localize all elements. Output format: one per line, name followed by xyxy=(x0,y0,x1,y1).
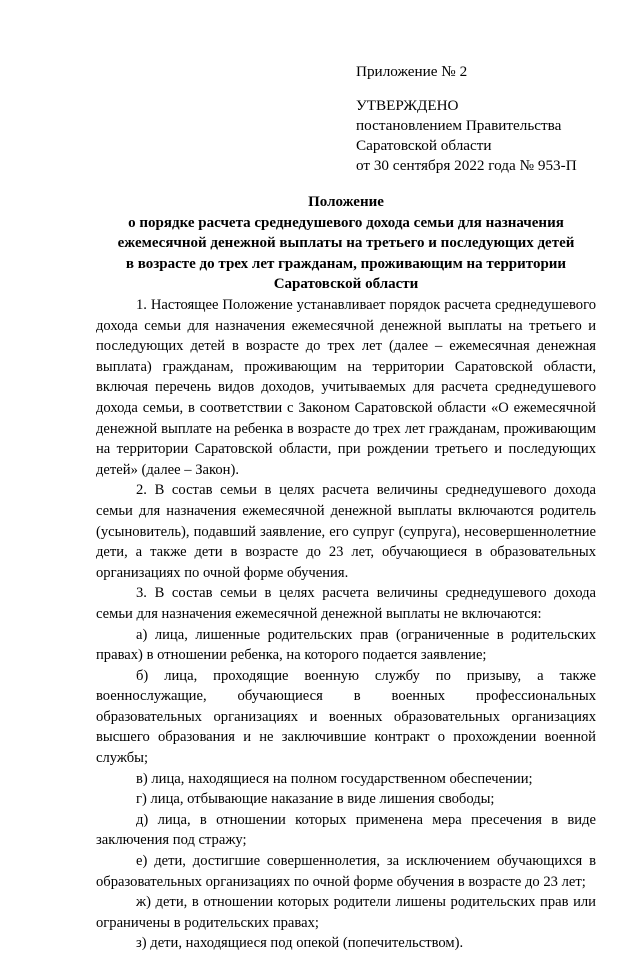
list-item-a: а) лица, лишенные родительских прав (ограниченные в родительских правах) в отношении ребенка, на которого подается заявление; xyxy=(96,626,596,664)
approval-line-1: постановлением Правительства xyxy=(356,117,562,134)
title-line-1: Положение xyxy=(308,194,384,210)
list-item-g: г) лица, отбывающие наказание в виде лишения свободы; xyxy=(136,791,495,808)
appendix-number: Приложение № 2 xyxy=(356,63,468,80)
list-item-d: д) лица, в отношении которых применена мера пресечения в виде заключения под стражу; xyxy=(96,811,596,849)
title-line-5: Саратовской области xyxy=(273,276,419,292)
paragraph-2: 2. В состав семьи в целях расчета величины среднедушевого дохода семьи для назначения ежемесячной денежной выплаты включаются родитель (усыновитель), подавший заявление, его супруг (супруга), несовершеннолетние дети, а также дети в возрасте до 23 лет, обучающиеся в образовательных организациях по очной форме обучения. xyxy=(96,482,596,581)
document-title xyxy=(96,192,596,295)
appendix-header xyxy=(356,62,626,176)
list-item-b: б) лица, проходящие военную службу по призыву, а также военнослужащие, обучающиеся в военных профессиональных образовательных организациях и военных образовательных организациях высшего образования и не заключившие контракт о прохождении военной службы; xyxy=(96,667,596,767)
paragraph-1: 1. Настоящее Положение устанавливает порядок расчета среднедушевого дохода семьи для назначения ежемесячной денежной выплаты на третьего и последующих детей в возрасте до трех лет (далее – ежемесячная денежная выплата) гражданам, проживающим на территории Саратовской области, включая перечень видов доходов, учитываемых для расчета среднедушевого дохода семьи, в соответствии с Законом Саратовской области «О ежемесячной денежной выплате на ребенка в возрасте до трех лет гражданам, проживающим на территории Саратовской области, при рождении третьего и последующих детей» (далее – Закон). xyxy=(96,297,596,478)
approval-line-3: от 30 сентября 2022 года № 953-П xyxy=(356,157,577,174)
title-line-4: в возрасте до трех лет гражданам, проживающим на территории xyxy=(125,255,567,272)
document-body xyxy=(96,295,596,954)
paragraph-3: 3. В состав семьи в целях расчета величины среднедушевого дохода семьи для назначения ежемесячной денежной выплаты не включаются: xyxy=(96,585,596,622)
list-item-zh: ж) дети, в отношении которых родители лишены родительских прав или ограничены в родительских правах; xyxy=(96,894,596,931)
approval-line-2: Саратовской области xyxy=(356,137,492,154)
approved-stamp-label: УТВЕРЖДЕНО xyxy=(356,97,459,114)
list-item-v: в) лица, находящиеся на полном государственном обеспечении; xyxy=(136,770,533,787)
title-line-3: ежемесячной денежной выплаты на третьего и последующих детей xyxy=(117,235,575,251)
list-item-z: з) дети, находящиеся под опекой (попечительством). xyxy=(136,935,464,952)
list-item-e: е) дети, достигшие совершеннолетия, за исключением обучающихся в образовательных организациях по очной форме обучения в возрасте до 23 лет; xyxy=(96,853,596,890)
title-line-2: о порядке расчета среднедушевого дохода семьи для назначения xyxy=(128,214,564,231)
